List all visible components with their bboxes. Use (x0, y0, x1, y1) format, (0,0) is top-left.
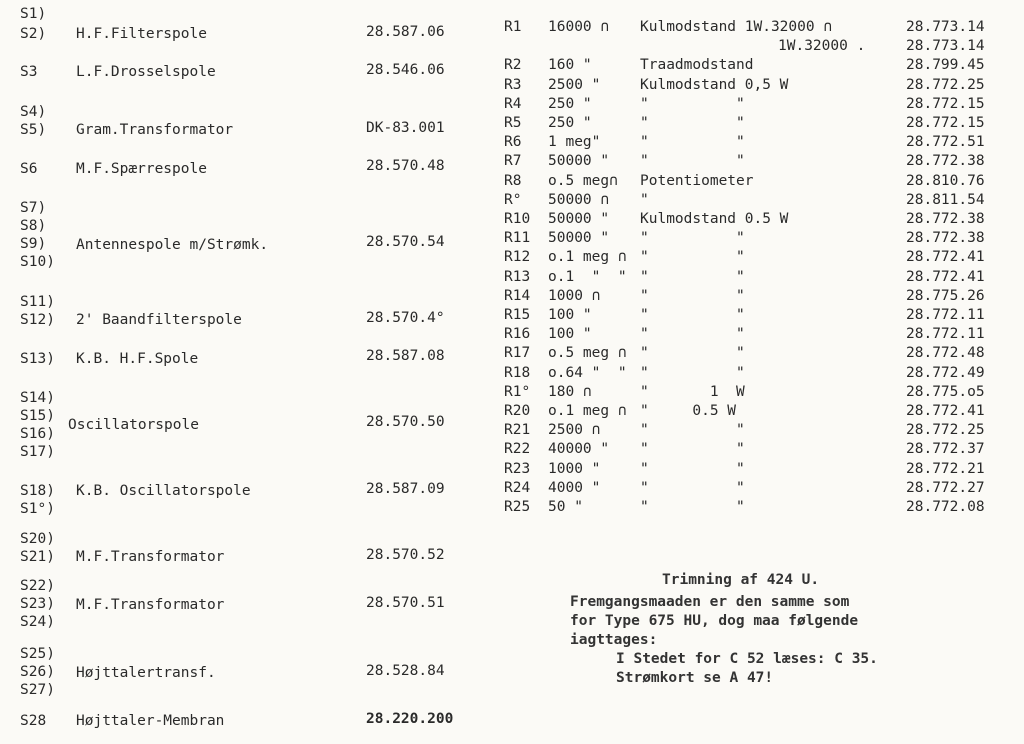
resistor-code: 28.772.37 (906, 441, 985, 458)
resistor-code: 28.772.08 (906, 499, 985, 515)
part-number: S20) (20, 531, 55, 547)
part-number: S16) (20, 426, 55, 442)
resistor-id: R1° (504, 383, 531, 400)
part-number: S1°) (20, 501, 55, 517)
resistor-value: o.5 meg ∩ (548, 345, 627, 362)
part-number: S12) (20, 312, 55, 328)
resistor-id: R10 (504, 211, 531, 227)
resistor-value: o.64 " " (548, 364, 627, 381)
resistor-value: 250 " (548, 95, 592, 112)
resistor-value: 40000 " (548, 441, 610, 458)
resistor-code: 28.772.48 (906, 345, 985, 362)
resistor-description: " " (640, 499, 745, 515)
resistor-description: Kulmodstand 0,5 W (640, 76, 789, 93)
part-number: S9) (20, 236, 47, 252)
part-number: S4) (20, 104, 47, 120)
resistor-code: 28.772.27 (906, 479, 985, 496)
part-description: K.B. H.F.Spole (76, 351, 199, 367)
resistor-id: R7 (504, 153, 522, 170)
resistor-value: 2500 " (548, 76, 601, 93)
resistor-code: 28.772.51 (906, 134, 985, 151)
resistor-value: 4000 " (548, 479, 601, 496)
part-description: K.B. Oscillatorspole (76, 483, 251, 499)
part-code: 28.220.200 (366, 711, 454, 727)
part-code: 28.528.84 (366, 663, 445, 679)
part-code: 28.570.48 (366, 158, 445, 174)
part-number: S5) (20, 122, 47, 138)
part-code: 28.587.08 (366, 348, 445, 364)
part-description: M.F.Spærrespole (76, 161, 207, 177)
resistor-id: R6 (504, 134, 522, 151)
part-code: 28.546.06 (366, 62, 445, 78)
resistor-code: 28.772.21 (906, 460, 985, 477)
resistor-id: R13 (504, 268, 531, 285)
part-number: S2) (20, 26, 47, 42)
part-number: S6 (20, 161, 38, 177)
part-description: Højttalertransf. (76, 665, 216, 681)
part-description: Gram.Transformator (76, 122, 234, 138)
part-number: S27) (20, 682, 55, 698)
part-number: S25) (20, 646, 55, 662)
resistor-id: R24 (504, 479, 531, 496)
resistor-code: 28.772.38 (906, 230, 985, 247)
part-number: S24) (20, 614, 55, 630)
part-number: S11) (20, 294, 55, 310)
resistor-value: 1 meg" (548, 134, 601, 151)
resistor-value: o.1 " " (548, 268, 627, 285)
resistor-id: R16 (504, 326, 531, 343)
resistor-description: " " (640, 364, 745, 381)
resistor-code: 28.775.26 (906, 287, 985, 304)
resistor-description: Kulmodstand 0.5 W (640, 211, 789, 227)
resistor-value: o.5 meg∩ (548, 172, 618, 189)
resistor-value: 1000 " (548, 460, 601, 477)
resistor-description: " " (640, 441, 745, 458)
resistor-description: " " (640, 287, 745, 304)
part-number: S18) (20, 483, 55, 499)
resistor-code: 28.773.14 (906, 19, 985, 35)
resistor-id: R21 (504, 422, 531, 439)
part-number: S17) (20, 444, 55, 460)
resistor-description: " " (640, 422, 745, 439)
resistor-id: R23 (504, 460, 531, 477)
resistor-description: " " (640, 134, 745, 151)
resistor-value: 160 " (548, 57, 592, 74)
resistor-value: 100 " (548, 307, 592, 323)
part-code: DK-83.001 (366, 120, 445, 136)
resistor-value: 180 ∩ (548, 383, 592, 400)
part-number: S10) (20, 254, 55, 270)
part-number: S23) (20, 596, 55, 612)
part-number: S8) (20, 218, 47, 234)
resistor-value: 250 " (548, 115, 592, 131)
resistor-code: 28.775.o5 (906, 383, 985, 400)
resistor-description: " " (640, 115, 745, 131)
part-code: 28.570.4° (366, 310, 445, 326)
part-number: S26) (20, 664, 55, 680)
part-description: Antennespole m/Strømk. (76, 237, 269, 253)
part-code: 28.570.51 (366, 595, 445, 611)
resistor-id: R14 (504, 287, 531, 304)
part-number: S15) (20, 408, 55, 424)
resistor-description: Traadmodstand (640, 57, 754, 74)
resistor-code: 28.773.14 (906, 38, 985, 55)
part-code: 28.570.52 (366, 547, 445, 563)
resistor-id: R8 (504, 172, 522, 189)
resistor-value: 2500 ∩ (548, 422, 601, 439)
resistor-id: R4 (504, 95, 522, 112)
resistor-code: 28.810.76 (906, 172, 985, 189)
resistor-id: R2 (504, 57, 522, 74)
resistor-code: 28.772.15 (906, 115, 985, 131)
resistor-description: " " (640, 268, 745, 285)
resistor-id: R25 (504, 499, 531, 515)
resistor-value: 100 " (548, 326, 592, 343)
part-code: 28.587.09 (366, 481, 445, 497)
resistor-code: 28.772.25 (906, 422, 985, 439)
resistor-value: o.1 meg ∩ (548, 403, 627, 419)
part-number: S7) (20, 200, 47, 216)
part-description: H.F.Filterspole (76, 26, 207, 42)
resistor-code: 28.772.49 (906, 364, 985, 381)
resistor-value: 50000 ∩ (548, 191, 610, 208)
part-number: S14) (20, 390, 55, 406)
resistor-description: " " (640, 230, 745, 247)
part-number: S28 (20, 713, 47, 729)
resistor-description: " " (640, 345, 745, 362)
resistor-code: 28.772.11 (906, 307, 985, 323)
resistor-code: 28.772.41 (906, 268, 985, 285)
resistor-description: " (640, 191, 649, 208)
resistor-description: " " (640, 326, 745, 343)
resistor-description: 1W.32000 . (778, 38, 866, 55)
part-number: S22) (20, 578, 55, 594)
resistor-code: 28.772.38 (906, 153, 985, 170)
part-description: 2' Baandfilterspole (76, 312, 242, 328)
part-number: S21) (20, 549, 55, 565)
part-description: Oscillatorspole (68, 417, 199, 433)
resistor-id: R11 (504, 230, 531, 247)
resistor-id: R15 (504, 307, 531, 323)
resistor-description: " " (640, 249, 745, 266)
resistor-code: 28.772.25 (906, 76, 985, 93)
resistor-code: 28.772.41 (906, 249, 985, 266)
trimming-line: iagttages: (570, 632, 658, 648)
part-description: M.F.Transformator (76, 549, 225, 565)
part-description: Højttaler-Membran (76, 713, 225, 729)
resistor-id: R22 (504, 441, 531, 458)
trimming-note: Strømkort se A 47! (616, 670, 774, 686)
resistor-code: 28.772.11 (906, 326, 985, 343)
resistor-id: R12 (504, 249, 531, 266)
resistor-description: Kulmodstand 1W.32000 ∩ (640, 19, 833, 35)
resistor-code: 28.799.45 (906, 57, 985, 74)
resistor-description: " " (640, 95, 745, 112)
resistor-id: R20 (504, 403, 531, 419)
resistor-id: R17 (504, 345, 531, 362)
resistor-value: 50000 " (548, 230, 610, 247)
part-description: M.F.Transformator (76, 597, 225, 613)
resistor-description: " 1 W (640, 383, 745, 400)
resistor-description: " " (640, 479, 745, 496)
resistor-description: " 0.5 W (640, 403, 737, 419)
trimming-title: Trimning af 424 U. (662, 572, 820, 588)
resistor-value: 16000 ∩ (548, 19, 610, 35)
resistor-value: 1000 ∩ (548, 287, 601, 304)
resistor-value: o.1 meg ∩ (548, 249, 627, 266)
resistor-id: R18 (504, 364, 531, 381)
resistor-code: 28.772.15 (906, 95, 985, 112)
part-number: S1) (20, 6, 47, 22)
resistor-code: 28.772.41 (906, 403, 985, 419)
resistor-code: 28.811.54 (906, 191, 985, 208)
resistor-description: " " (640, 153, 745, 170)
resistor-description: Potentiometer (640, 172, 754, 189)
part-description: L.F.Drosselspole (76, 64, 216, 80)
resistor-description: " " (640, 307, 745, 323)
part-code: 28.570.50 (366, 414, 445, 430)
resistor-id: R1 (504, 19, 522, 35)
part-code: 28.570.54 (366, 234, 445, 250)
trimming-note: I Stedet for C 52 læses: C 35. (616, 651, 878, 667)
resistor-value: 50000 " (548, 211, 610, 227)
trimming-line: for Type 675 HU, dog maa følgende (570, 613, 859, 629)
resistor-value: 50000 " (548, 153, 610, 170)
resistor-value: 50 " (548, 499, 583, 515)
resistor-id: R° (504, 191, 522, 208)
resistor-code: 28.772.38 (906, 211, 985, 227)
part-number: S3 (20, 64, 38, 80)
resistor-id: R3 (504, 76, 522, 93)
resistor-description: " " (640, 460, 745, 477)
trimming-line: Fremgangsmaaden er den samme som (570, 594, 850, 610)
part-number: S13) (20, 351, 55, 367)
resistor-id: R5 (504, 115, 522, 131)
part-code: 28.587.06 (366, 24, 445, 40)
